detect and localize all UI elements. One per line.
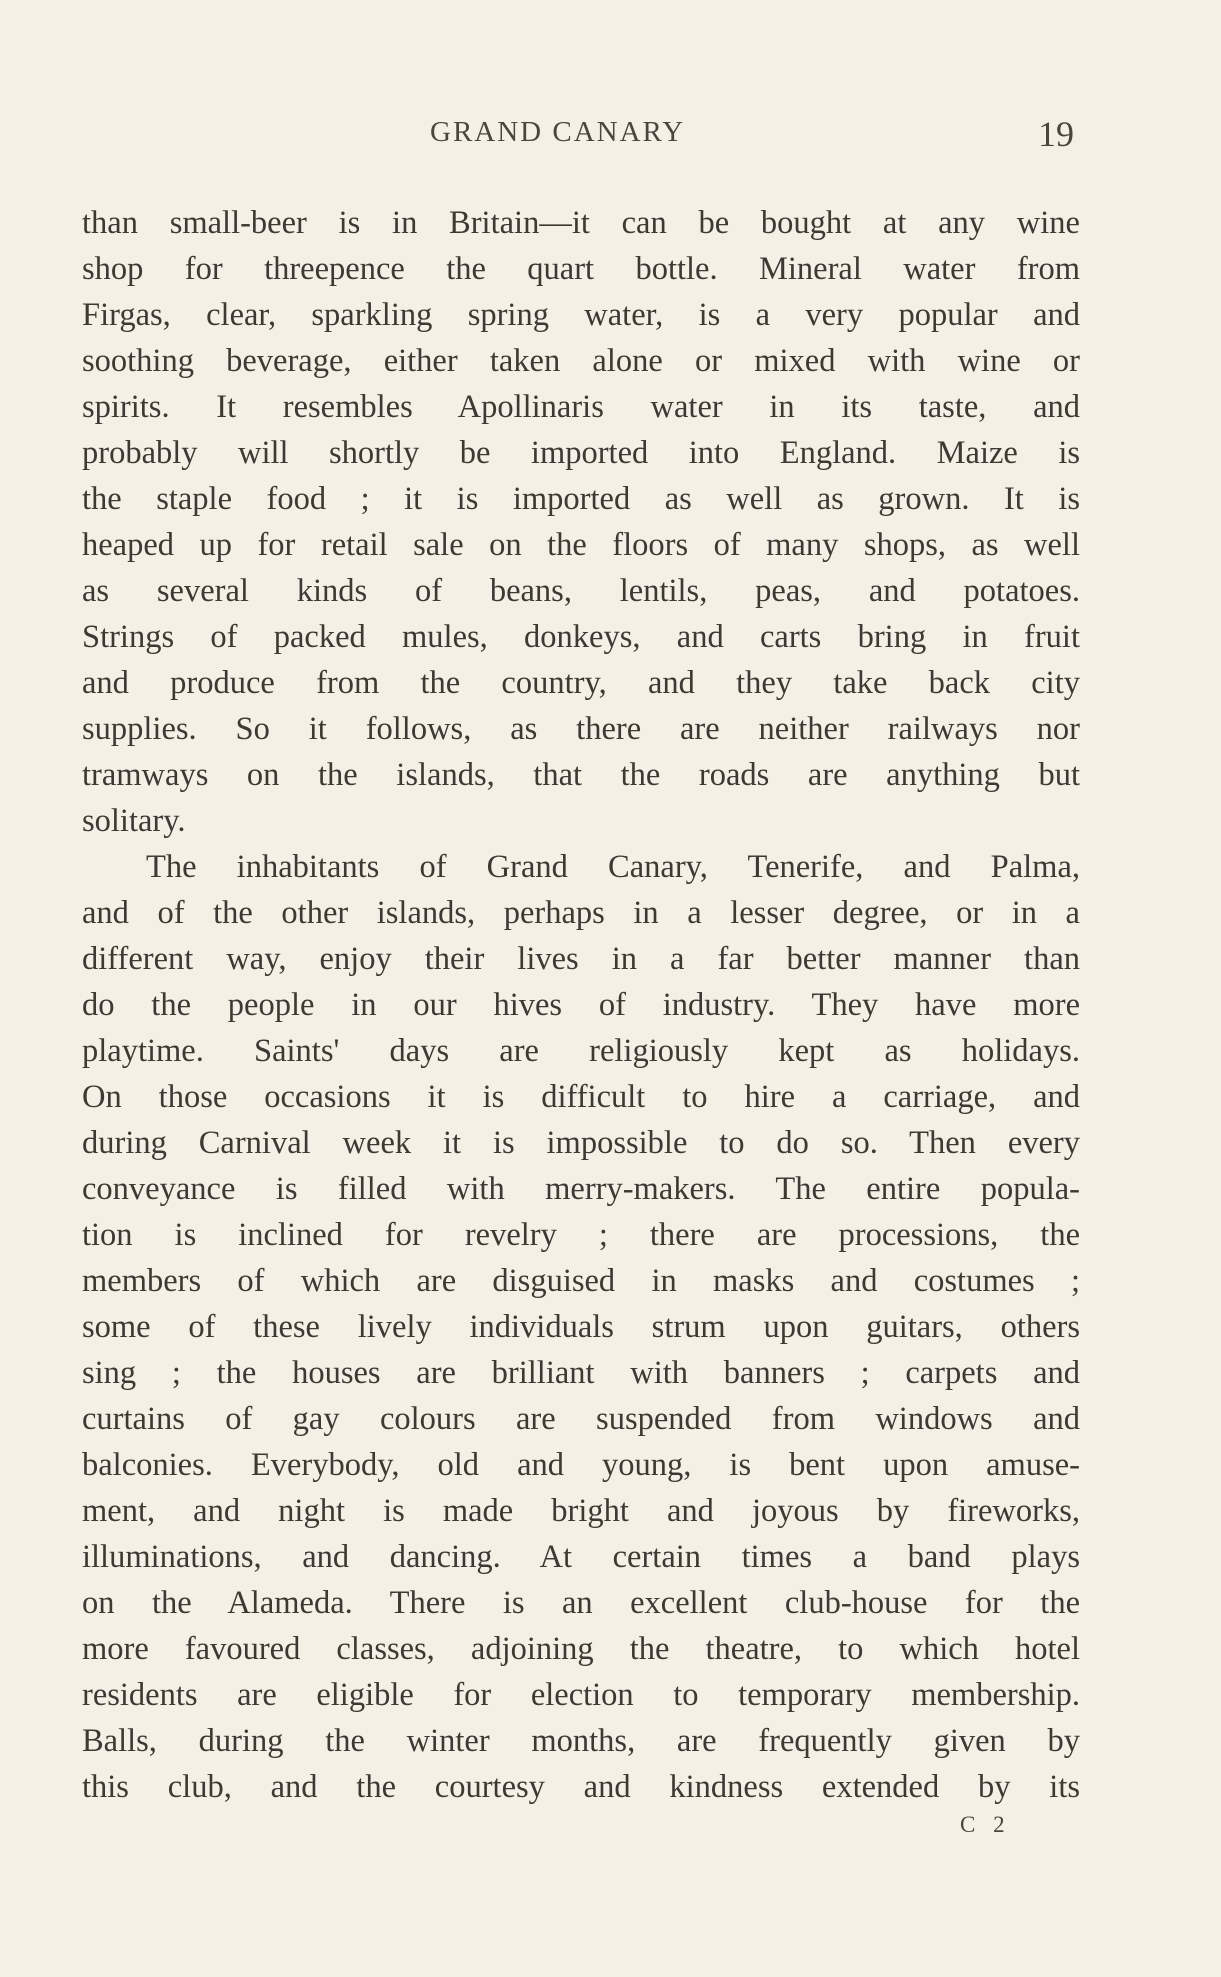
- signature-mark: C 2: [960, 1812, 1011, 1837]
- text-line: ment, and night is made bright and joyous by fireworks,: [82, 1493, 1080, 1529]
- text-line: during Carnival week it is impossible to do so. Then every: [82, 1125, 1080, 1161]
- running-title: GRAND CANARY: [430, 116, 686, 148]
- text-line: different way, enjoy their lives in a far better manner than: [82, 941, 1080, 977]
- text-line: and of the other islands, perhaps in a lesser degree, or in a: [82, 895, 1080, 931]
- text-line: probably will shortly be imported into England. Maize is: [82, 435, 1080, 471]
- text-line: conveyance is filled with merry-makers. The entire popula-: [82, 1171, 1080, 1207]
- text-line: some of these lively individuals strum upon guitars, others: [82, 1309, 1080, 1345]
- text-line: Firgas, clear, sparkling spring water, is a very popular and: [82, 297, 1080, 333]
- text-line: shop for threepence the quart bottle. Mineral water from: [82, 251, 1080, 287]
- text-line: members of which are disguised in masks and costumes ;: [82, 1263, 1080, 1299]
- body-text: [82, 200, 1080, 1810]
- text-line: Balls, during the winter months, are frequently given by: [82, 1723, 1080, 1759]
- paragraph-first-line: The inhabitants of Grand Canary, Tenerife, and Palma,: [146, 849, 1080, 885]
- text-line: and produce from the country, and they take back city: [82, 665, 1080, 701]
- text-line: on the Alameda. There is an excellent club-house for the: [82, 1585, 1080, 1621]
- text-line: as several kinds of beans, lentils, peas, and potatoes.: [82, 573, 1080, 609]
- text-line: the staple food ; it is imported as well as grown. It is: [82, 481, 1080, 517]
- text-line: playtime. Saints' days are religiously kept as holidays.: [82, 1033, 1080, 1069]
- text-line: tramways on the islands, that the roads are anything but: [82, 757, 1080, 793]
- text-line: supplies. So it follows, as there are neither railways nor: [82, 711, 1080, 747]
- text-line: this club, and the courtesy and kindness extended by its: [82, 1769, 1080, 1805]
- text-line: Strings of packed mules, donkeys, and carts bring in fruit: [82, 619, 1080, 655]
- text-line: balconies. Everybody, old and young, is bent upon amuse-: [82, 1447, 1080, 1483]
- text-line: On those occasions it is difficult to hire a carriage, and: [82, 1079, 1080, 1115]
- text-line: residents are eligible for election to temporary membership.: [82, 1677, 1080, 1713]
- text-line: soothing beverage, either taken alone or mixed with wine or: [82, 343, 1080, 379]
- text-line: solitary.: [82, 803, 186, 839]
- text-line: more favoured classes, adjoining the theatre, to which hotel: [82, 1631, 1080, 1667]
- text-line: than small-beer is in Britain—it can be bought at any wine: [82, 205, 1080, 241]
- text-line: do the people in our hives of industry. They have more: [82, 987, 1080, 1023]
- text-line: illuminations, and dancing. At certain times a band plays: [82, 1539, 1080, 1575]
- text-line: curtains of gay colours are suspended from windows and: [82, 1401, 1080, 1437]
- text-line: spirits. It resembles Apollinaris water in its taste, and: [82, 389, 1080, 425]
- text-line: tion is inclined for revelry ; there are processions, the: [82, 1217, 1080, 1253]
- text-line: sing ; the houses are brilliant with banners ; carpets and: [82, 1355, 1080, 1391]
- text-line: heaped up for retail sale on the floors of many shops, as well: [82, 527, 1080, 563]
- page-number: 19: [1038, 114, 1074, 154]
